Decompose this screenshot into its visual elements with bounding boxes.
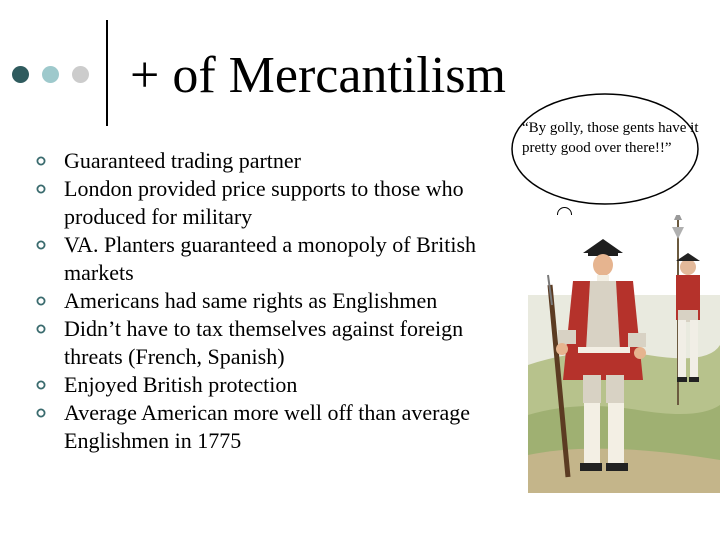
- ring-bullet-icon: [36, 240, 46, 250]
- ring-bullet-icon: [36, 408, 46, 418]
- page-title: + of Mercantilism: [130, 47, 506, 104]
- bullet-item: [36, 399, 496, 455]
- bullet-item: [36, 175, 496, 231]
- decor-dot-light: [42, 66, 59, 83]
- decor-dot-grey: [72, 66, 89, 83]
- bullet-item: [36, 287, 496, 315]
- bullet-text: Didn’t have to tax themselves against foreign threats (French, Spanish): [64, 316, 464, 369]
- bullet-item: [36, 231, 496, 287]
- decor-dot-dark: [12, 66, 29, 83]
- soldiers-illustration: [528, 215, 720, 493]
- bullet-text: Americans had same rights as Englishmen: [64, 288, 438, 313]
- bullet-item: [36, 315, 496, 371]
- bullet-item: [36, 371, 496, 399]
- bullet-item: [36, 147, 496, 175]
- thought-bubble-text: “By golly, those gents have it pretty good over there!!”: [522, 120, 699, 156]
- ring-bullet-icon: [36, 184, 46, 194]
- ring-bullet-icon: [36, 324, 46, 334]
- title-divider: [106, 20, 108, 126]
- ring-bullet-icon: [36, 156, 46, 166]
- bullet-text: VA. Planters guaranteed a monopoly of British markets: [64, 232, 477, 285]
- bullet-text: Average American more well off than average Englishmen in 1775: [64, 400, 470, 453]
- ring-bullet-icon: [36, 380, 46, 390]
- soldiers-image: [528, 215, 720, 493]
- bullet-text: Guaranteed trading partner: [64, 148, 301, 173]
- thought-bubble: [510, 92, 700, 207]
- ring-bullet-icon: [36, 296, 46, 306]
- bullet-list: [36, 147, 496, 455]
- bullet-text: London provided price supports to those who produced for military: [64, 176, 464, 229]
- bullet-text: Enjoyed British protection: [64, 372, 298, 397]
